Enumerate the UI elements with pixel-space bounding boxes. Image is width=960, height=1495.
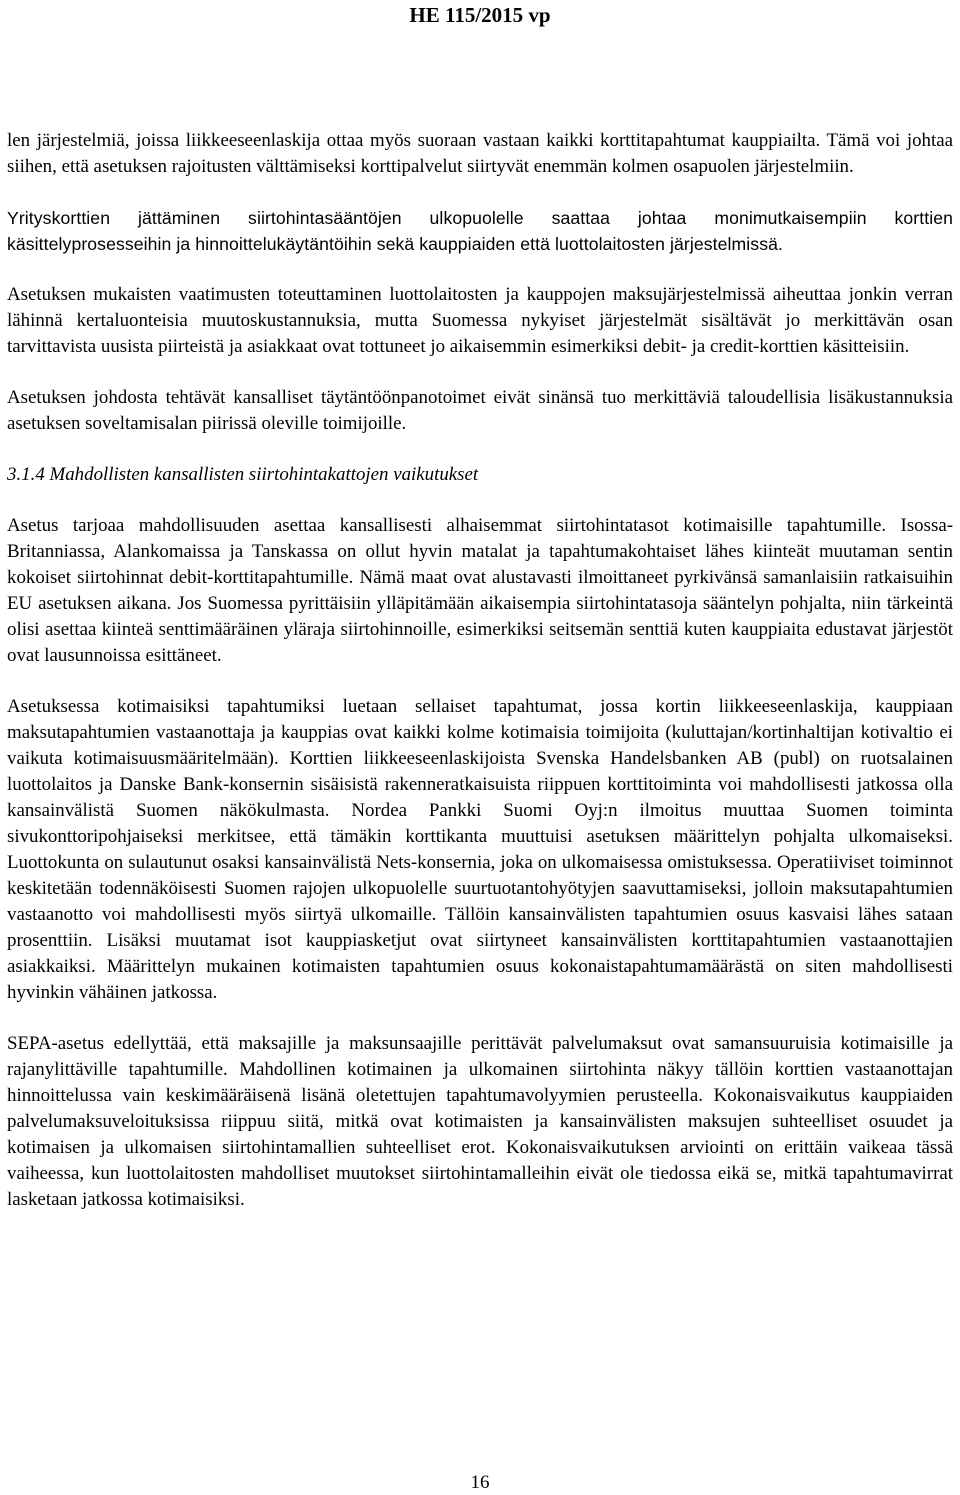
paragraph-national-caps: Asetus tarjoaa mahdollisuuden asettaa kansallisesti alhaisemmat siirtohintatasot kotimaisille tapahtumille. Isossa-Britanniassa, Alankomaissa ja Tanskassa on ollut hyvin matalat ja tapahtumakohtaiset lähes kiinteät muutaman sentin kokoiset siirtohinnat debit-korttitapahtumille. Nämä maat ovat alustavasti ilmoittaneet pyrkivänsä samanlaisiin ratkaisuihin EU asetuksen aikana. Jos Suomessa pyrittäisiin ylläpitämään aikaisempia siirtohintatasoja sääntelyn pohjalta, niin tärkeintä olisi asettaa kiinteä senttimääräinen yläraja siirtohinnoille, esimerkiksi seitsemän senttiä kuten kauppiaita edustavat järjestöt ovat lausunnoissa esittäneet. <box>7 515 953 666</box>
page-number: 16 <box>470 1472 490 1493</box>
document-header <box>0 2 960 28</box>
page-body <box>7 128 953 1213</box>
paragraph-corporate-cards: Yrityskorttien jättäminen siirtohintasääntöjen ulkopuolelle saattaa johtaa monimutkaisempiin korttien käsittelyprosesseihin ja hinnoittelukäytäntöihin sekä kauppiaiden että luottolaitosten järjestelmissä. <box>7 208 953 254</box>
section-heading: 3.1.4 Mahdollisten kansallisten siirtohintakattojen vaikutukset <box>7 464 479 485</box>
paragraph-implementation-costs: Asetuksen mukaisten vaatimusten toteuttaminen luottolaitosten ja kauppojen maksujärjestelmissä aiheuttaa jonkin verran lähinnä kertaluonteisia muutoskustannuksia, mutta Suomessa nykyiset järjestelmät sisältävät jo merkittävän osan tarvittavista uusista piirteistä ja asiakkaat ovat tottuneet jo aikaisemmin esimerkiksi debit- ja credit-korttien käsitteisiin. <box>7 284 953 357</box>
paragraph-national-measures: Asetuksen johdosta tehtävät kansalliset täytäntöönpanotoimet eivät sinänsä tuo merkittäviä taloudellisia lisäkustannuksia asetuksen soveltamisalan piirissä oleville toimijoille. <box>7 387 953 434</box>
paragraph-continuation: len järjestelmiä, joissa liikkeeseenlaskija ottaa myös suoraan vastaan kaikki korttitapahtumat kauppiailta. Tämä voi johtaa siihen, että asetuksen rajoitusten välttämiseksi korttipalvelut siirtyvät enemmän kolmen osapuolen järjestelmiin. <box>7 130 953 177</box>
paragraph-sepa-regulation: SEPA-asetus edellyttää, että maksajille ja maksunsaajille perittävät palvelumaksut ovat samansuuruisia kotimaisille ja rajanylittäville tapahtumille. Mahdollinen kotimainen ja ulkomainen siirtohinta näkyy tällöin korttien vastaanottajan hinnoittelussa vain keskimääräisenä lisänä oletettujen tapahtumavolyymien perusteella. Kokonaisvaikutus kauppiaiden palvelumaksuveloituksissa riippuu siitä, mitkä ovat kotimaisten ja kansainvälisten maksujen suhteelliset osuudet ja kotimaisen ja ulkomaisen siirtohintamallien suhteelliset erot. Kokonaisvaikutuksen arviointi on erittäin vaikeaa tässä vaiheessa, kun luottolaitosten mahdolliset muutokset siirtohintamalleihin eivät ole tiedossa eikä se, mitkä tapahtumavirrat lasketaan jatkossa kotimaisiksi. <box>7 1033 953 1210</box>
paragraph-domestic-transactions: Asetuksessa kotimaisiksi tapahtumiksi luetaan sellaiset tapahtumat, jossa kortin liikkeeseenlaskija, kauppiaan maksutapahtumien vastaanottaja ja kauppias ovat kaikki kolme kotimaisia toimijoita (kuluttajan/kortinhaltijan kotivaltio ei vaikuta kotimaisuusmääritelmään). Korttien liikkeeseenlaskijoista Svenska Handelsbanken AB (publ) on ruotsalainen luottolaitos ja Danske Bank-konsernin sisäisistä rakenneratkaisuista riippuen korttitoiminta voi mahdollisesti jatkossa olla kansainvälistä Suomen näkökulmasta. Nordea Pankki Suomi Oyj:n ilmoitus muuttaa Suomen toiminta sivukonttoripohjaiseksi merkitsee, että tämäkin korttikanta muuttuisi asetuksen määrittelyn pohjalta ulkomaiseksi. Luottokunta on sulautunut osaksi kansainvälistä Nets-konsernia, joka on ulkomaisessa omistuksessa. Operatiiviset toiminnot keskitetään todennäköisesti Suomen rajojen ulkopuolelle suurtuotantohyötyjen saavuttamiseksi, jolloin maksutapahtumien vastaanotto voi mahdollisesti myös siirtyä ulkomaille. Tällöin kansainvälisten tapahtumien osuus kasvaisi lähes sataan prosenttiin. Lisäksi muutamat isot kauppiasketjut ovat siirtyneet kansainvälisten korttitapahtumien vastaanottajien asiakkaiksi. Määrittelyn mukainen kotimaisten tapahtumien osuus kokonaistapahtumamäärästä on siten mahdollisesti hyvinkin vähäinen jatkossa. <box>7 696 953 1003</box>
document-id: HE 115/2015 vp <box>409 3 551 27</box>
